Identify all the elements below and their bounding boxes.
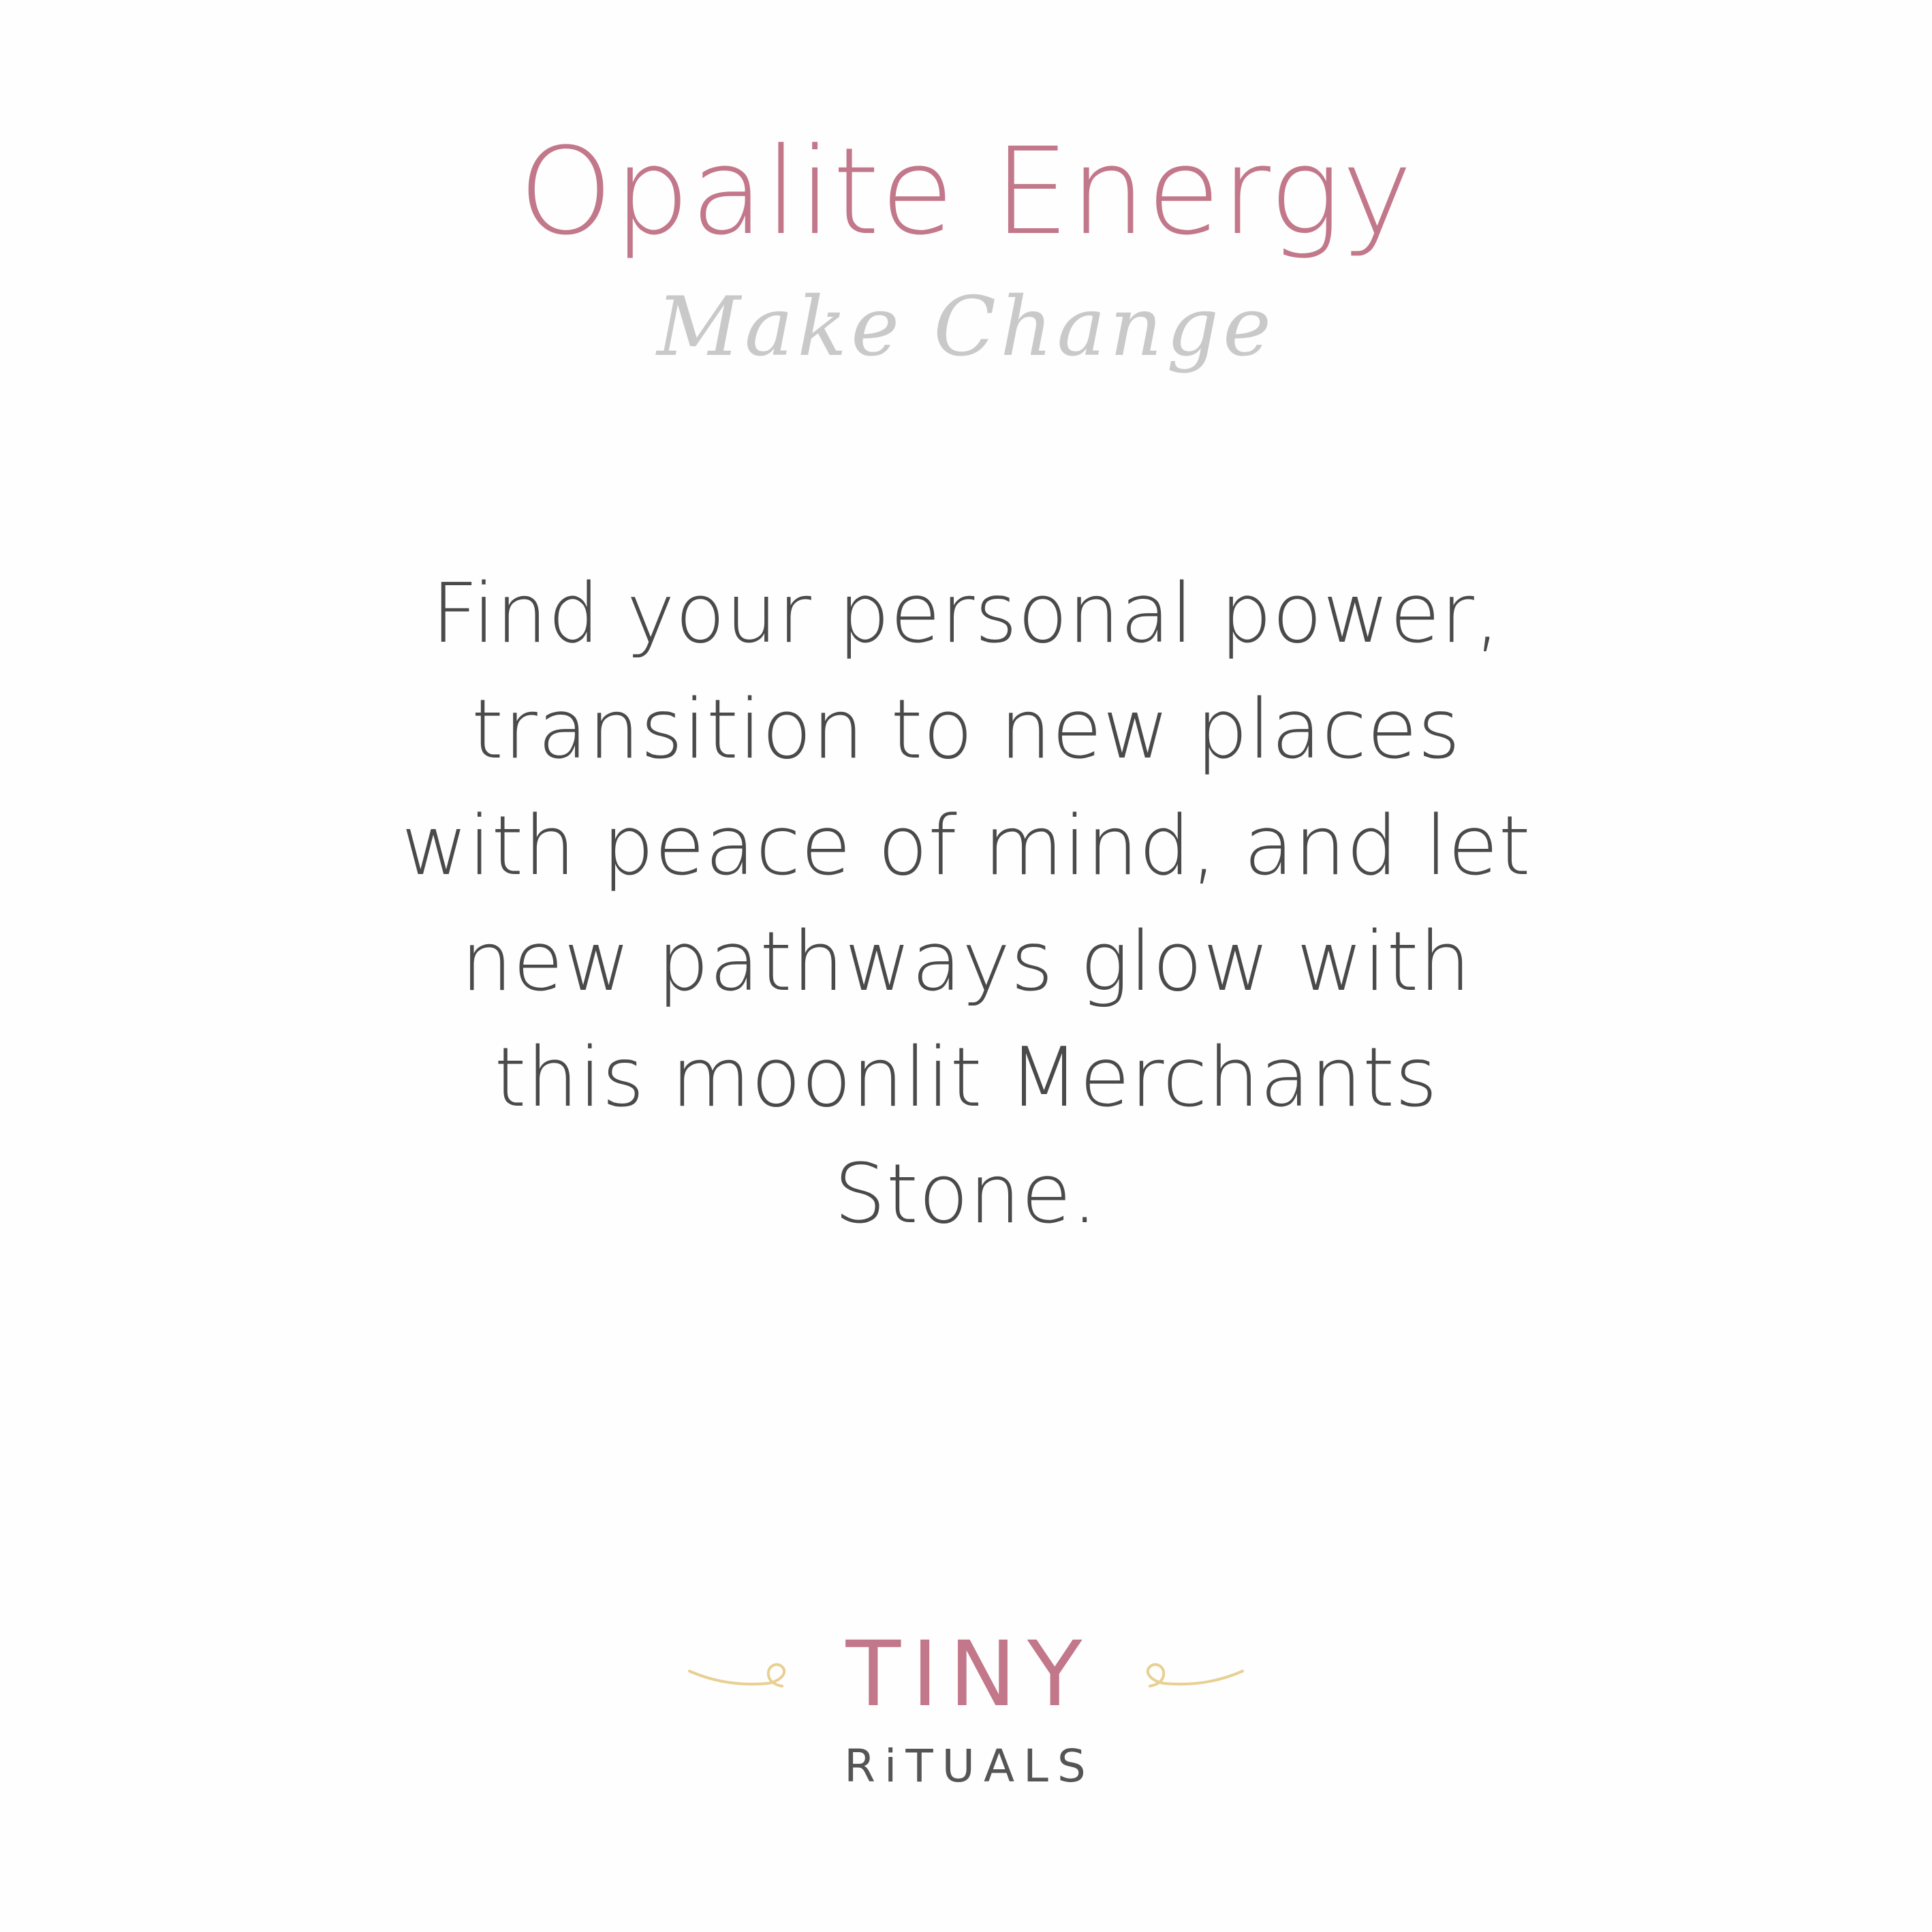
- title-block: [0, 122, 1932, 375]
- page-title: Opalite Energy: [518, 122, 1414, 262]
- brand-logo: [687, 1622, 1246, 1727]
- product-subtitle: Make Change: [656, 279, 1276, 375]
- brand-footer: [0, 1622, 1932, 1792]
- brand-name: TINY: [845, 1622, 1093, 1727]
- brand-subname: RiTUALS: [844, 1740, 1095, 1792]
- leaf-flourish-icon: [687, 1651, 816, 1698]
- product-description: Find your personal power, transition to new places with peace of mind, and let new pathways glow with this moonlit Merchants Stone.: [401, 566, 1531, 1242]
- leaf-flourish-icon: [1116, 1651, 1245, 1698]
